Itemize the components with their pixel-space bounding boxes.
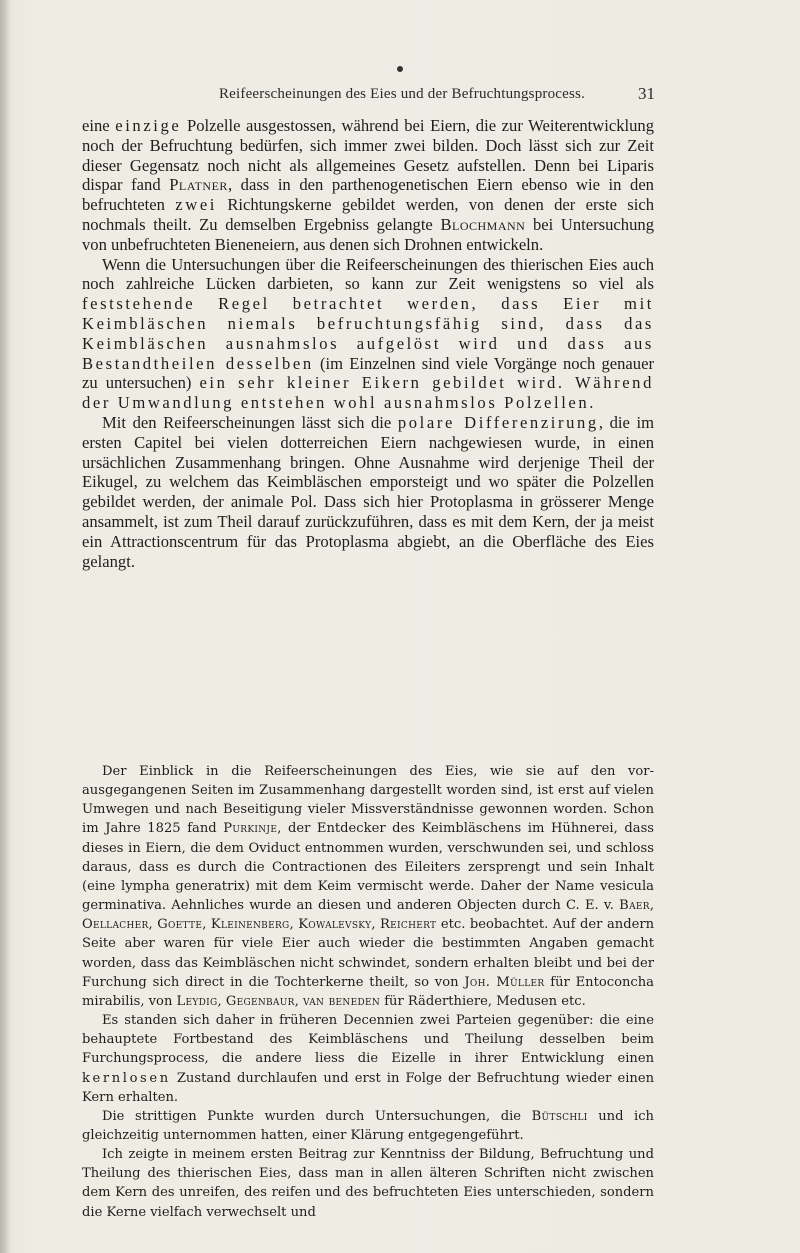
paragraph bbox=[82, 116, 654, 255]
text-run: , bbox=[202, 917, 211, 933]
text-run: , bbox=[217, 993, 226, 1009]
text-run: (im Einzelnen sind viele Vorgänge noch genauer zu untersuchen) bbox=[82, 353, 654, 393]
text-run: etc. beobachtet. Auf der andern Seite aber waren für viele Eier auch wieder die bestimmten Angaben gemacht worden, dass das Keimbläschen nicht schwindet, sondern erhalten bleibt und bei der Furchung sich direct in die Tochterkerne theilt, so von bbox=[82, 917, 655, 990]
text-run: , bbox=[294, 993, 304, 1009]
paragraph bbox=[82, 1107, 654, 1145]
text-run: , die im ersten Capitel bei vielen dotterreichen Eiern nachgewiesen wurde, in einen ursächlichen Zusammenhang bringen. Ohne Ausnahme wird derjenige Theil der Eikugel, zu welchem das Keimbläschen emporsteigt und wo später die Polzellen gebildet werden, der animale Pol. Dass sich hier Protoplasma in grösserer Menge ansammelt, ist zum Theil darauf zurückzuführen, dass es mit dem Kern, der ja meist ein Attractionscentrum für das Protoplasma abgiebt, an die Oberfläche des Eies gelangt. bbox=[82, 412, 654, 571]
running-header: Reifeerscheinungen des Eies und der Befruchtungsprocess. bbox=[218, 86, 586, 102]
author-name: Baer bbox=[619, 898, 650, 914]
author-name: van beneden bbox=[303, 993, 381, 1009]
author-name: Purkinje bbox=[223, 821, 278, 837]
author-name: Bütschli bbox=[531, 1108, 588, 1124]
emphasized-text: einzige bbox=[115, 116, 182, 135]
author-name: Leydig bbox=[176, 993, 218, 1009]
text-run: bei Untersuchung von unbefruchteten Bieneneiern, aus denen sich Drohnen entwickeln. bbox=[82, 214, 654, 254]
author-name: Goette bbox=[157, 917, 203, 933]
text-run: , bbox=[289, 917, 299, 933]
text-run: Polzelle ausgestossen, während bei Eiern, die zur Weiterentwicklung noch der Befruchtung bedürfen, sich immer zwei bilden. Doch lässt sich zur Zeit dieser Gegensatz noch nicht als allgemeines Gesetz aufstellen. Denn bei Liparis dispar fand bbox=[82, 116, 654, 195]
author-name: Joh. Müller bbox=[464, 974, 545, 990]
text-run: , dass in den parthenogenetischen Eiern ebenso wie in den befruchteten bbox=[82, 175, 654, 215]
emphasized-text: polare Differenzirung bbox=[397, 412, 599, 432]
text-run: , der Entdecker des Keimbläschens im Hühnerei, dass dieses in Eiern, die dem Oviduct entnommen wurden, verschwunden sei, und schloss daraus, dass es durch die Contractionen des Eileiters zersprengt und sein Inhalt (eine lympha generatrix) mit dem Keim vermischt werde. Daher der Name vesicula germinativa. Aehnliches wurde an diesen und anderen Objecten durch C. E. v. bbox=[82, 821, 655, 914]
text-run: , bbox=[649, 898, 654, 914]
text-run: Es standen sich daher in früheren Decennien zwei Parteien gegenüber: die eine behauptete Fortbestand des Keimbläschens und Theilung desselben beim Furchungsprocess, die andere liess die Eizelle in ihrer Entwicklung einen bbox=[82, 1013, 654, 1067]
emphasized-text: ein sehr kleiner Eikern gebildet wird. Während der Umwandlung entstehen wohl ausnahmslos Polzellen. bbox=[82, 373, 654, 413]
author-name: Oellacher bbox=[82, 917, 149, 933]
emphasized-text: kernlosen bbox=[82, 1070, 171, 1086]
text-run: Ich zeigte in meinem ersten Beitrag zur Kenntniss der Bildung, Befruchtung und Theilung des thierischen Eies, dass man in allen älteren Schriften nicht zwischen dem Kern des unreifen, des reifen und des befruchteten Eies unterschieden, sondern die Kerne vielfach verwechselt und bbox=[82, 1147, 654, 1220]
print-mark bbox=[397, 66, 403, 72]
text-run: Der Einblick in die Reifeerscheinungen des Eies, wie sie auf den vorausgegangenen Seiten im Zusammenhang dargestellt worden sind, ist erst auf vielen Umwegen und nach Beseitigung vieler Missverständnisse gewonnen worden. Schon im Jahre 1825 fand bbox=[82, 764, 654, 837]
author-name: Blochmann bbox=[440, 214, 526, 234]
paragraph bbox=[82, 762, 654, 1011]
author-name: Kowalevsky bbox=[298, 917, 372, 933]
paragraph bbox=[82, 255, 654, 413]
author-name: Platner bbox=[169, 175, 228, 195]
paragraph bbox=[82, 1011, 654, 1107]
page-number: 31 bbox=[638, 84, 655, 103]
historical-note-block bbox=[82, 762, 654, 1222]
emphasized-text: feststehende Regel betrachtet werden, dass Eier mit Keimbläschen niemals befruchtungsfähig sind, dass das Keimbläschen ausnahmslos aufgelöst wird und dass aus Bestandtheilen desselben bbox=[82, 294, 654, 373]
paragraph bbox=[82, 1145, 654, 1222]
author-name: Kleinenberg bbox=[210, 917, 290, 933]
text-run: eine bbox=[82, 116, 116, 135]
page-gutter-shadow bbox=[0, 0, 10, 1253]
main-text-block bbox=[82, 116, 654, 571]
text-run: Mit den Reifeerscheinungen lässt sich die bbox=[102, 412, 398, 432]
text-run: , bbox=[371, 917, 381, 933]
text-run: für Räderthiere, Medusen etc. bbox=[380, 993, 586, 1009]
paragraph bbox=[82, 413, 654, 571]
author-name: Gegenbaur bbox=[225, 993, 295, 1009]
text-run: Wenn die Untersuchungen über die Reifeerscheinungen des thierischen Eies auch noch zahlreiche Lücken darbieten, so kann zur Zeit wenigstens so viel als bbox=[82, 254, 654, 294]
text-run: Zustand durchlaufen und erst in Folge der Befruchtung wieder einen Kern erhalten. bbox=[82, 1070, 654, 1105]
emphasized-text: zwei bbox=[175, 195, 217, 215]
text-run: Richtungskerne gebildet werden, von denen der erste sich nochmals theilt. Zu demselben Ergebniss gelangte bbox=[82, 195, 654, 234]
text-run: und ich gleichzeitig unternommen hatten, einer Klärung entgegengeführt. bbox=[82, 1108, 654, 1143]
author-name: Reichert bbox=[380, 917, 437, 933]
text-run: für Entoconcha mirabilis, von bbox=[82, 974, 654, 1009]
text-run: Die strittigen Punkte wurden durch Untersuchungen, die bbox=[102, 1108, 532, 1124]
text-run: , bbox=[148, 917, 158, 933]
